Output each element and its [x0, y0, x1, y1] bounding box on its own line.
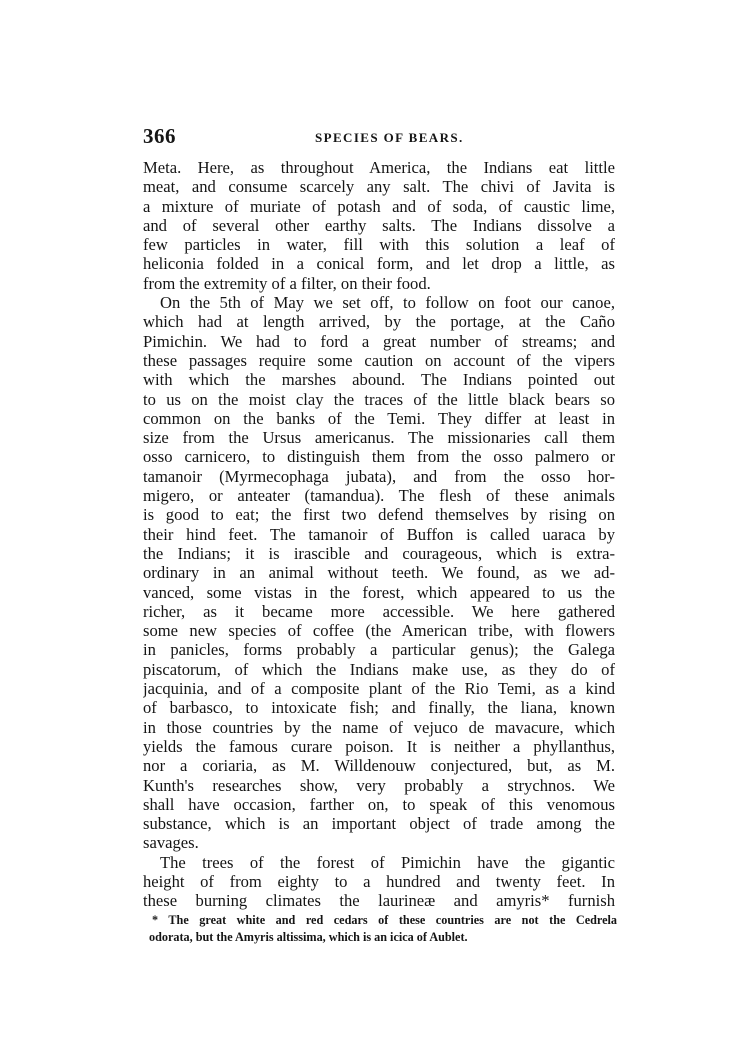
- text-line: Pimichin. We had to ford a great number of streams; and: [143, 331, 615, 351]
- text-line: On the 5th of May we set off, to follow on foot our canoe,: [160, 293, 615, 313]
- text-line: these passages require some caution on account of the vipers: [143, 350, 615, 370]
- text-line: height of from eighty to a hundred and twenty feet. In: [143, 871, 615, 891]
- text-line: in those countries by the name of vejuco de mavacure, which: [143, 717, 615, 737]
- footnote-line: * The great white and red cedars of these countries are not the Cedrela: [152, 913, 617, 927]
- text-line: a mixture of muriate of potash and of soda, of caustic lime,: [143, 196, 615, 216]
- text-line: yields the famous curare poison. It is neither a phyllanthus,: [143, 736, 615, 756]
- text-line: richer, as it became more accessible. We here gathered: [143, 601, 615, 621]
- text-line: meat, and consume scarcely any salt. The chivi of Javita is: [143, 177, 615, 197]
- text-line: tamanoir (Myrmecophaga jubata), and from the osso hor-: [143, 466, 615, 486]
- text-line: piscatorum, of which the Indians make use, as they do of: [143, 659, 615, 679]
- text-line: and of several other earthy salts. The Indians dissolve a: [143, 215, 615, 235]
- footnote: [149, 912, 617, 946]
- text-line: migero, or anteater (tamandua). The flesh of these animals: [143, 486, 615, 506]
- page-header: [143, 124, 616, 150]
- text-line: from the extremity of a filter, on their food.: [143, 273, 431, 293]
- text-line: substance, which is an important object of trade among the: [143, 814, 615, 834]
- running-title: SPECIES OF BEARS.: [315, 130, 464, 145]
- text-line: Meta. Here, as throughout America, the Indians eat little: [143, 158, 615, 177]
- text-line: savages.: [143, 833, 199, 853]
- text-line: jacquinia, and of a composite plant of the Rio Temi, as a kind: [143, 679, 615, 699]
- text-line: some new species of coffee (the American tribe, with flowers: [143, 621, 615, 641]
- text-line: is good to eat; the first two defend themselves by rising on: [143, 505, 615, 525]
- text-line: the Indians; it is irascible and courageous, which is extra-: [143, 543, 615, 563]
- text-line: these burning climates the laurineæ and amyris* furnish: [143, 891, 615, 911]
- text-line: The trees of the forest of Pimichin have the gigantic: [160, 852, 615, 872]
- text-line: osso carnicero, to distinguish them from the osso palmero or: [143, 447, 615, 467]
- footnote-line: odorata, but the Amyris altissima, which is an icica of Aublet.: [149, 930, 468, 944]
- text-line: heliconia folded in a conical form, and let drop a little, as: [143, 254, 615, 274]
- text-line: size from the Ursus americanus. The missionaries call them: [143, 428, 615, 448]
- text-line: of barbasco, to intoxicate fish; and finally, the liana, known: [143, 698, 615, 718]
- text-line: nor a coriaria, as M. Willdenouw conjectured, but, as M.: [143, 756, 615, 776]
- text-line: in panicles, forms probably a particular genus); the Galega: [143, 640, 615, 660]
- text-line: which had at length arrived, by the portage, at the Caño: [143, 312, 615, 332]
- text-line: with which the marshes abound. The Indians pointed out: [143, 370, 615, 390]
- text-line: to us on the moist clay the traces of the little black bears so: [143, 389, 615, 409]
- text-line: ordinary in an animal without teeth. We found, as we ad-: [143, 563, 615, 583]
- text-line: common on the banks of the Temi. They differ at least in: [143, 408, 615, 428]
- text-line: vanced, some vistas in the forest, which appeared to us the: [143, 582, 615, 602]
- page-number: 366: [143, 124, 176, 148]
- text-line: shall have occasion, farther on, to speak of this venomous: [143, 794, 615, 814]
- main-text: [143, 158, 615, 911]
- text-line: few particles in water, fill with this solution a leaf of: [143, 235, 615, 255]
- text-line: Kunth's researches show, very probably a strychnos. We: [143, 775, 615, 795]
- text-line: their hind feet. The tamanoir of Buffon is called uaraca by: [143, 524, 615, 544]
